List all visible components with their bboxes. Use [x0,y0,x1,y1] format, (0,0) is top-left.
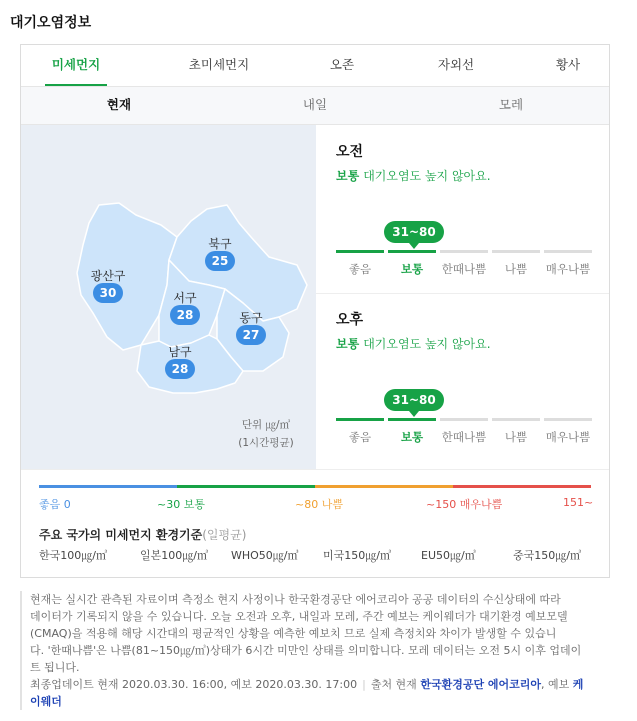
standard-usa: 미국150㎍/㎥ [323,549,391,562]
time-subtabs [21,87,609,125]
forecast-am [316,125,609,293]
data-notes [20,591,617,710]
forecast-am-scale-good [336,250,384,253]
note-line: 데이터가 기록되지 않을 수 있습니다. 오늘 오전과 오후, 내일과 모레, 주간 예보는 케이웨더가 대기환경 예보모델 [30,610,568,623]
kweather-link-part2[interactable]: 이웨더 [30,695,62,708]
note-line: (CMAQ)을 적용해 해당 시간대의 평균적인 상황을 예측한 예보치 므로 실제 측정치와 차이가 발생할 수 있습니 [30,627,557,640]
forecast-pm-label-very-bad: 매우나쁨 [545,430,591,444]
update-info [30,676,617,693]
district-label-gwangsan: 광산구 [90,269,126,283]
airkorea-link[interactable]: 한국환경공단 에어코리아 [420,678,542,691]
district-value-nam: 28 [165,359,195,379]
forecast-pm-scale-bad [492,418,540,421]
forecast-am-label-good: 좋음 [348,262,372,276]
grade-legend-bar [39,485,591,488]
forecast-pm-scale-very-bad [544,418,592,421]
district-label-buk: 북구 [208,237,232,251]
standard-eu: EU50㎍/㎥ [421,549,476,562]
forecast-pm-label-normal: 보통 [400,430,424,444]
legend-label-max: 151~ [563,496,594,509]
tab-fine-dust[interactable]: 미세먼지 [51,57,101,72]
district-value-seo: 28 [170,305,200,325]
legend-label-bad: ~80 나쁨 [295,498,343,511]
source-prefix: 출처 현재 [370,678,417,691]
standard-japan: 일본100㎍/㎥ [140,549,208,562]
subtab-now[interactable]: 현재 [106,97,132,112]
district-value-dong: 27 [236,325,266,345]
standard-china: 중국150㎍/㎥ [513,549,581,562]
standards-title-text: 주요 국가의 미세먼지 환경기준 [39,528,203,542]
note-line: 트 됩니다. [30,661,80,674]
standard-korea: 한국100㎍/㎥ [39,549,107,562]
forecast-am-period: 오전 [336,144,364,160]
forecast-am-scale-normal [388,250,436,253]
district-value-gwangsan: 30 [93,283,123,303]
legend-label-normal: ~30 보통 [157,498,205,511]
district-map [21,125,316,469]
forecast-am-scale-briefly-bad [440,250,488,253]
forecast-pm-range-pointer [409,411,419,417]
forecast-pm-label-good: 좋음 [348,430,372,444]
legend-bar-very-bad [453,485,591,488]
standard-who: WHO50㎍/㎥ [231,549,299,562]
subtab-tomorrow[interactable]: 내일 [302,97,328,112]
note-line: 다. '한때나쁨'은 나쁨(81~150㎍/㎥)상태가 6시간 미만인 상태를 의미합니다. 모레 데이터는 오전 5시 이후 업데이 [30,644,582,657]
forecast-pm-period: 오후 [336,312,364,328]
forecast-am-label-normal: 보통 [400,262,424,276]
district-label-dong: 동구 [239,311,263,325]
forecast-am-status-desc: 대기오염도 높지 않아요. [363,169,491,183]
forecast-pm-status-desc: 대기오염도 높지 않아요. [363,337,491,351]
forecast-source-prefix: , 예보 [541,678,570,691]
page-title: 대기오염정보 [10,15,92,31]
forecast-am-status [336,167,491,184]
forecast-am-label-briefly-bad: 한때나쁨 [441,262,487,276]
tab-ozone[interactable]: 오존 [329,57,355,72]
active-tab-indicator [45,84,107,86]
forecast-am-label-bad: 나쁨 [504,262,528,276]
legend-bar-good [39,485,177,488]
tab-ultrafine-dust[interactable]: 초미세먼지 [188,57,250,72]
legend-label-good: 좋음 0 [39,498,71,511]
forecast-pm-scale-briefly-bad [440,418,488,421]
forecast-am-status-word: 보통 [336,169,360,183]
forecast-pm-label-briefly-bad: 한때나쁨 [441,430,487,444]
forecast-am-range-badge: 31~80 [384,221,444,243]
map-unit-note: (1시간평균) [238,437,294,449]
tab-uv[interactable]: 자외선 [437,57,475,72]
standards-title [39,526,246,543]
last-update-text: 최종업데이트 현재 2020.03.30. 16:00, 예보 2020.03.30. 17:00 [30,678,358,691]
kweather-link-part1[interactable]: 케 [572,678,584,691]
legend-bar-normal [177,485,315,488]
legend-bar-bad [315,485,453,488]
legend-label-very-bad: ~150 매우나쁨 [426,498,503,511]
update-info-continued [30,693,617,710]
standards-title-note: (일평균) [202,528,247,542]
forecast-pm-status [336,335,491,352]
forecast-am-label-very-bad: 매우나쁨 [545,262,591,276]
forecast-pm-scale-good [336,418,384,421]
forecast-am-scale-very-bad [544,250,592,253]
forecast-am-scale-bad [492,250,540,253]
air-quality-card [20,44,610,578]
forecast-am-range-pointer [409,243,419,249]
forecast-pm-scale-normal [388,418,436,421]
district-value-buk: 25 [205,251,235,271]
pollutant-tabs [21,45,609,87]
forecast-pm-range-badge: 31~80 [384,389,444,411]
forecast-pm [316,293,609,469]
forecast-pm-label-bad: 나쁨 [504,430,528,444]
separator: | [362,678,366,691]
tab-yellow-dust[interactable]: 황사 [555,57,581,72]
section-divider [21,469,609,470]
map-unit-label: 단위 ㎍/㎥ [241,419,291,431]
subtab-day-after[interactable]: 모레 [498,97,524,112]
district-label-nam: 남구 [168,345,192,359]
note-line: 현재는 실시간 관측된 자료이며 측정소 현지 사정이나 한국환경공단 에어코리아 공공 데이터의 수신상태에 따라 [30,593,561,606]
forecast-pm-status-word: 보통 [336,337,360,351]
district-label-seo: 서구 [173,291,197,305]
